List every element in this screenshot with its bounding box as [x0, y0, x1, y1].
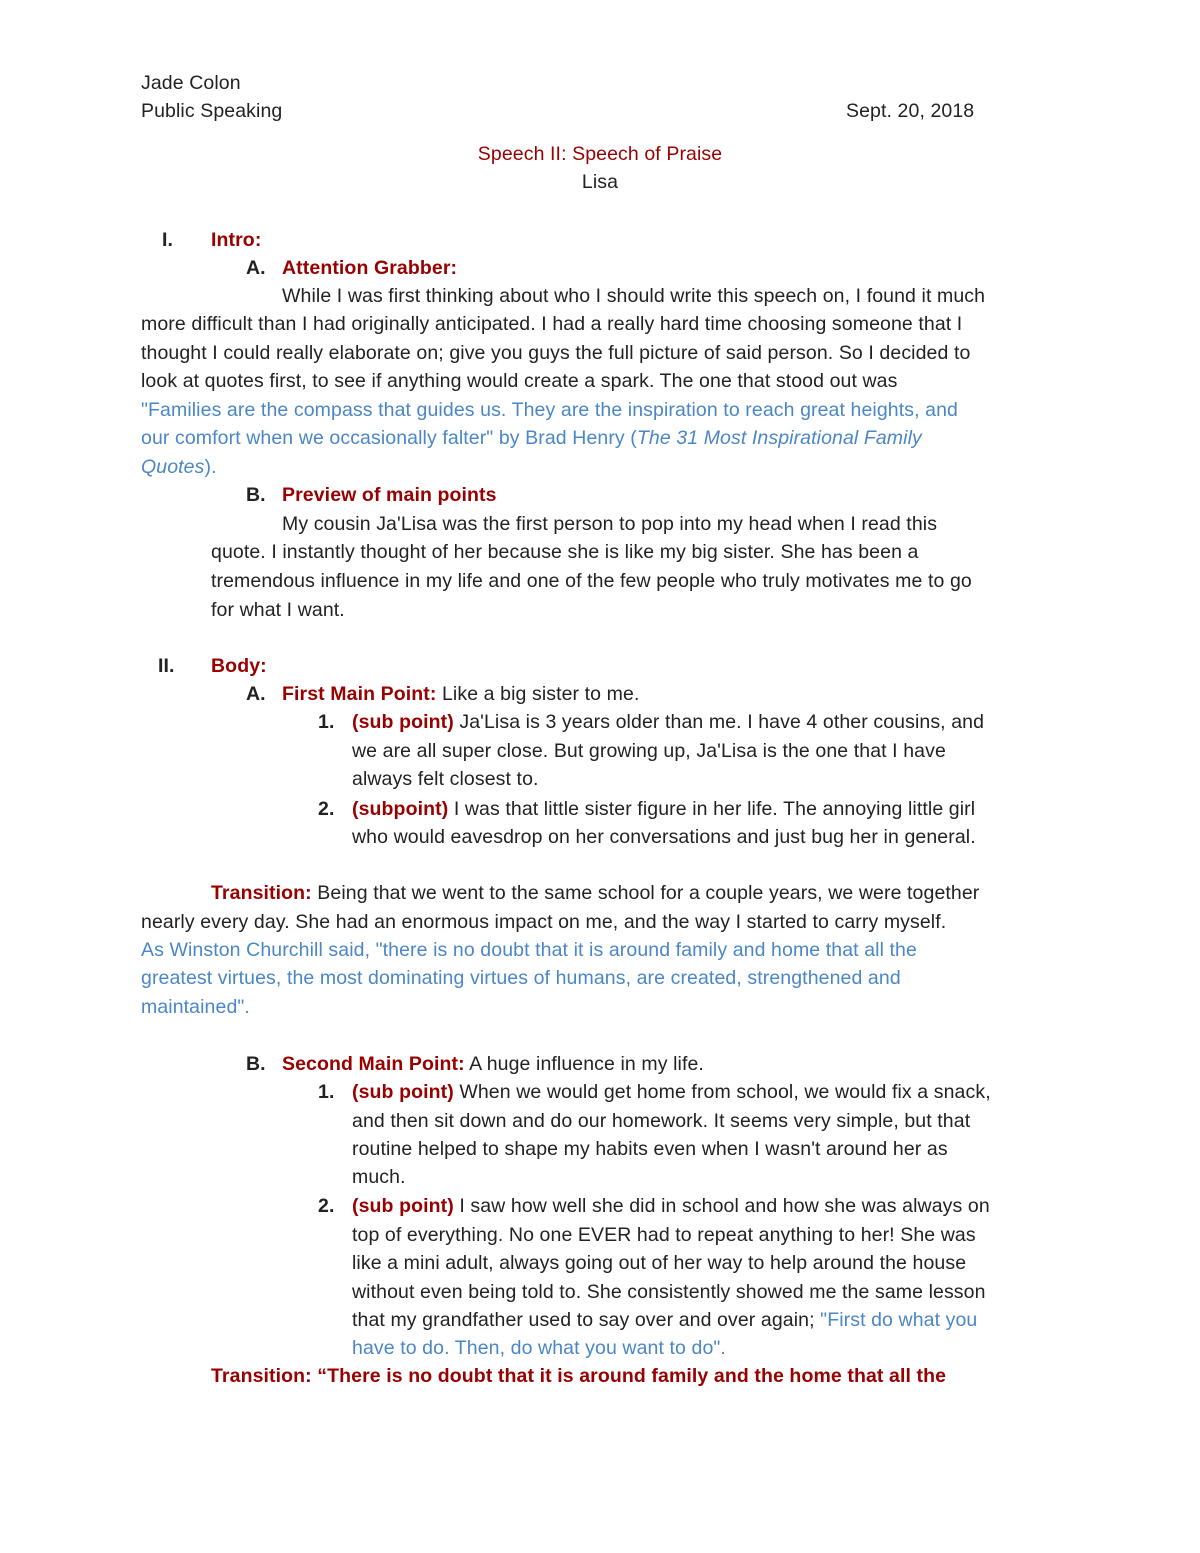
- quote-line: maintained".: [141, 996, 250, 1018]
- section-numeral-intro: I.: [162, 229, 174, 251]
- quote-text: "First do what you: [820, 1309, 978, 1331]
- item-heading-preview: Preview of main points: [282, 484, 497, 506]
- sub-number: 2.: [318, 798, 335, 820]
- item-letter-first-point: A.: [246, 683, 266, 705]
- quote-line: [141, 453, 217, 481]
- paragraph-line: tremendous influence in my life and one of the few people who truly motivates me to go: [211, 570, 972, 592]
- sub-point-line: much.: [352, 1166, 406, 1188]
- quote-source-title: The 31 Most Inspirational Family: [636, 427, 922, 449]
- sub-point-text: I saw how well she did in school and how she was always on: [453, 1195, 990, 1217]
- paragraph-line: While I was first thinking about who I should write this speech on, I found it much: [282, 285, 986, 307]
- sub-point-label: (subpoint): [352, 798, 449, 820]
- speech-subtitle: Lisa: [581, 171, 619, 193]
- main-point-line: [246, 680, 639, 708]
- sub-point-line: [352, 795, 975, 823]
- author-name: Jade Colon: [141, 72, 241, 94]
- quote-line: As Winston Churchill said, "there is no doubt that it is around family and home that all the: [141, 939, 917, 961]
- paragraph-line: for what I want.: [211, 599, 345, 621]
- final-transition: Transition: “There is no doubt that it is around family and the home that all the: [211, 1365, 947, 1387]
- sub-point-line: always felt closest to.: [352, 768, 539, 790]
- sub-point-label: (sub point): [352, 1195, 454, 1217]
- quote-source-title: Quotes: [141, 456, 205, 478]
- transition-line: [211, 879, 979, 907]
- sub-number: 2.: [318, 1195, 335, 1217]
- sub-point-line: like a mini adult, always going out of her way to help around the house: [352, 1252, 967, 1274]
- sub-point-line: we are all super close. But growing up, Ja'Lisa is the one that I have: [352, 740, 946, 762]
- quote-line: greatest virtues, the most dominating virtues of humans, are created, strengthened and: [141, 967, 901, 989]
- transition-text: Being that we went to the same school for a couple years, we were together: [311, 882, 980, 904]
- paragraph-line: more difficult than I had originally anticipated. I had a really hard time choosing someone that I: [141, 313, 963, 335]
- sub-point-line: [352, 1192, 990, 1220]
- sub-point-line: who would eavesdrop on her conversations and just bug her in general.: [352, 826, 976, 848]
- item-letter-attention: A.: [246, 257, 266, 279]
- speech-title: Speech II: Speech of Praise: [477, 143, 723, 165]
- transition-label: Transition:: [211, 882, 312, 904]
- sub-number: 1.: [318, 711, 335, 733]
- main-point-text: Like a big sister to me.: [436, 683, 640, 705]
- sub-point-line: routine helped to shape my habits even when I wasn't around her as: [352, 1138, 948, 1160]
- paragraph-line: look at quotes first, to see if anything would create a spark. The one that stood out was: [141, 370, 898, 392]
- main-point-text: A huge influence in my life.: [464, 1053, 704, 1075]
- section-heading-intro: Intro:: [211, 229, 262, 251]
- paragraph-line: quote. I instantly thought of her because she is like my big sister. She has been a: [211, 541, 919, 563]
- sub-point-text: I was that little sister figure in her life. The annoying little girl: [448, 798, 976, 820]
- section-heading-body: Body:: [211, 655, 267, 677]
- quote-text: our comfort when we occasionally falter" by Brad Henry (: [141, 427, 637, 449]
- transition-line: nearly every day. She had an enormous impact on me, and the way I started to carry myself.: [141, 911, 947, 933]
- sub-point-line: and then sit down and do our homework. It seems very simple, but that: [352, 1110, 971, 1132]
- sub-point-line: without even being told to. She consistently showed me the same lesson: [352, 1281, 986, 1303]
- item-letter-second-point: B.: [246, 1053, 266, 1075]
- course-name: Public Speaking: [141, 100, 283, 122]
- section-numeral-body: II.: [158, 655, 175, 677]
- sub-point-label: (sub point): [352, 1081, 454, 1103]
- sub-point-text: that my grandfather used to say over and over again;: [352, 1309, 821, 1331]
- sub-point-line: top of everything. No one EVER had to repeat anything to her! She was: [352, 1224, 976, 1246]
- quote-line: "Families are the compass that guides us. They are the inspiration to reach great heights, and: [141, 399, 958, 421]
- paragraph-line: My cousin Ja'Lisa was the first person to pop into my head when I read this: [282, 513, 938, 535]
- sub-point-label: (sub point): [352, 711, 454, 733]
- quote-end: ).: [204, 456, 217, 478]
- main-point-line: [246, 1050, 704, 1078]
- item-heading-attention-grabber: Attention Grabber:: [282, 257, 458, 279]
- document-date: Sept. 20, 2018: [846, 100, 975, 122]
- sub-point-line: [352, 1078, 991, 1106]
- paragraph-line: thought I could really elaborate on; give you guys the full picture of said person. So I decided to: [141, 342, 971, 364]
- sub-number: 1.: [318, 1081, 335, 1103]
- sub-point-line: [352, 708, 984, 736]
- item-heading-second-point: Second Main Point:: [282, 1053, 465, 1075]
- quote-line: [141, 424, 922, 452]
- sub-point-text: Ja'Lisa is 3 years older than me. I have 4 other cousins, and: [453, 711, 985, 733]
- sub-point-line: [352, 1306, 977, 1334]
- item-letter-preview: B.: [246, 484, 266, 506]
- item-heading-first-point: First Main Point:: [282, 683, 437, 705]
- sub-point-text: When we would get home from school, we would fix a snack,: [453, 1081, 991, 1103]
- quote-line: have to do. Then, do what you want to do".: [352, 1337, 726, 1359]
